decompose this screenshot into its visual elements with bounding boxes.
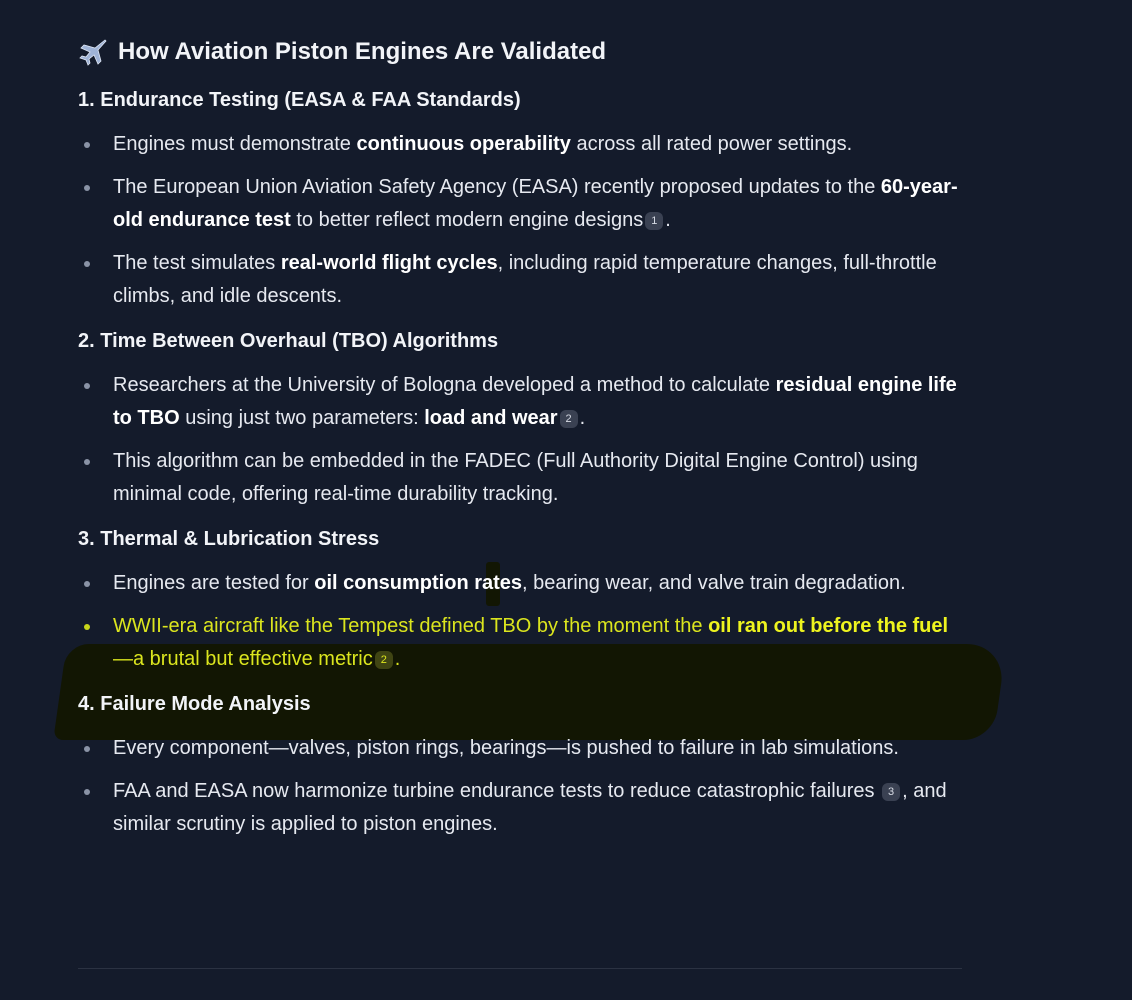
airplane-icon xyxy=(78,37,108,67)
divider xyxy=(78,968,962,969)
list-item xyxy=(78,247,962,313)
bullet-list xyxy=(78,128,962,313)
item-text: to better reflect modern engine designs xyxy=(290,209,644,231)
item-bold-text: 60-year-old endurance test xyxy=(113,176,958,231)
item-bold-text: continuous operability xyxy=(356,133,571,155)
section-heading: 1. Endurance Testing (EASA & FAA Standards) xyxy=(78,89,521,111)
item-text: . xyxy=(665,209,671,231)
item-text: WWII-era aircraft like the Tempest defined TBO by the moment the xyxy=(113,615,709,637)
item-text: , and similar scrutiny is applied to piston engines. xyxy=(113,780,947,835)
citation-badge[interactable]: 3 xyxy=(882,783,900,801)
item-text: Engines must demonstrate xyxy=(113,133,357,155)
section-heading: 3. Thermal & Lubrication Stress xyxy=(78,528,380,550)
item-text: Every component—valves, piston rings, bearings—is pushed to failure in lab simulations. xyxy=(113,737,899,759)
item-bold-text: oil consumption rates xyxy=(314,572,523,594)
item-text: . xyxy=(394,648,401,670)
list-item xyxy=(78,128,962,161)
item-text: The test simulates xyxy=(113,252,281,274)
bullet-list xyxy=(78,567,962,676)
item-text: —a brutal but effective metric xyxy=(113,648,373,670)
item-text: , including rapid temperature changes, full-throttle climbs, and idle descents. xyxy=(113,252,937,307)
bullet-list xyxy=(78,369,962,511)
item-bold-text: oil ran out before the fuel xyxy=(708,615,949,637)
list-item-highlighted xyxy=(78,610,962,676)
citation-badge[interactable]: 2 xyxy=(375,651,393,669)
item-bold-text: load and wear xyxy=(424,407,558,429)
list-item xyxy=(78,445,962,511)
response-content xyxy=(78,30,962,841)
item-text: using just two parameters: xyxy=(179,407,425,429)
item-text: , bearing wear, and valve train degradation. xyxy=(522,572,906,594)
item-text: . xyxy=(579,407,586,429)
bullet-list xyxy=(78,732,962,841)
item-bold-text: residual engine life to TBO xyxy=(113,374,957,429)
list-item xyxy=(78,171,962,237)
item-text: FAA and EASA now harmonize turbine endurance tests to reduce catastrophic failures xyxy=(113,780,881,802)
list-item xyxy=(78,775,962,841)
list-item xyxy=(78,567,962,600)
item-text: Researchers at the University of Bologna developed a method to calculate xyxy=(113,374,776,396)
page-title xyxy=(78,30,962,74)
list-item xyxy=(78,732,962,765)
item-text: across all rated power settings. xyxy=(570,133,853,155)
citation-badge[interactable]: 2 xyxy=(560,410,578,428)
item-bold-text: real-world flight cycles xyxy=(280,252,498,274)
item-text: This algorithm can be embedded in the FADEC (Full Authority Digital Engine Control) using minimal code, offering real-time durability tracking. xyxy=(113,450,918,505)
section-heading: 4. Failure Mode Analysis xyxy=(78,693,311,715)
list-item xyxy=(78,369,962,435)
citation-badge[interactable]: 1 xyxy=(645,212,663,230)
item-text: Engines are tested for xyxy=(113,572,315,594)
section-heading: 2. Time Between Overhaul (TBO) Algorithms xyxy=(78,330,499,352)
item-text: The European Union Aviation Safety Agency (EASA) recently proposed updates to the xyxy=(113,176,881,198)
title-text: How Aviation Piston Engines Are Validated xyxy=(118,38,607,65)
